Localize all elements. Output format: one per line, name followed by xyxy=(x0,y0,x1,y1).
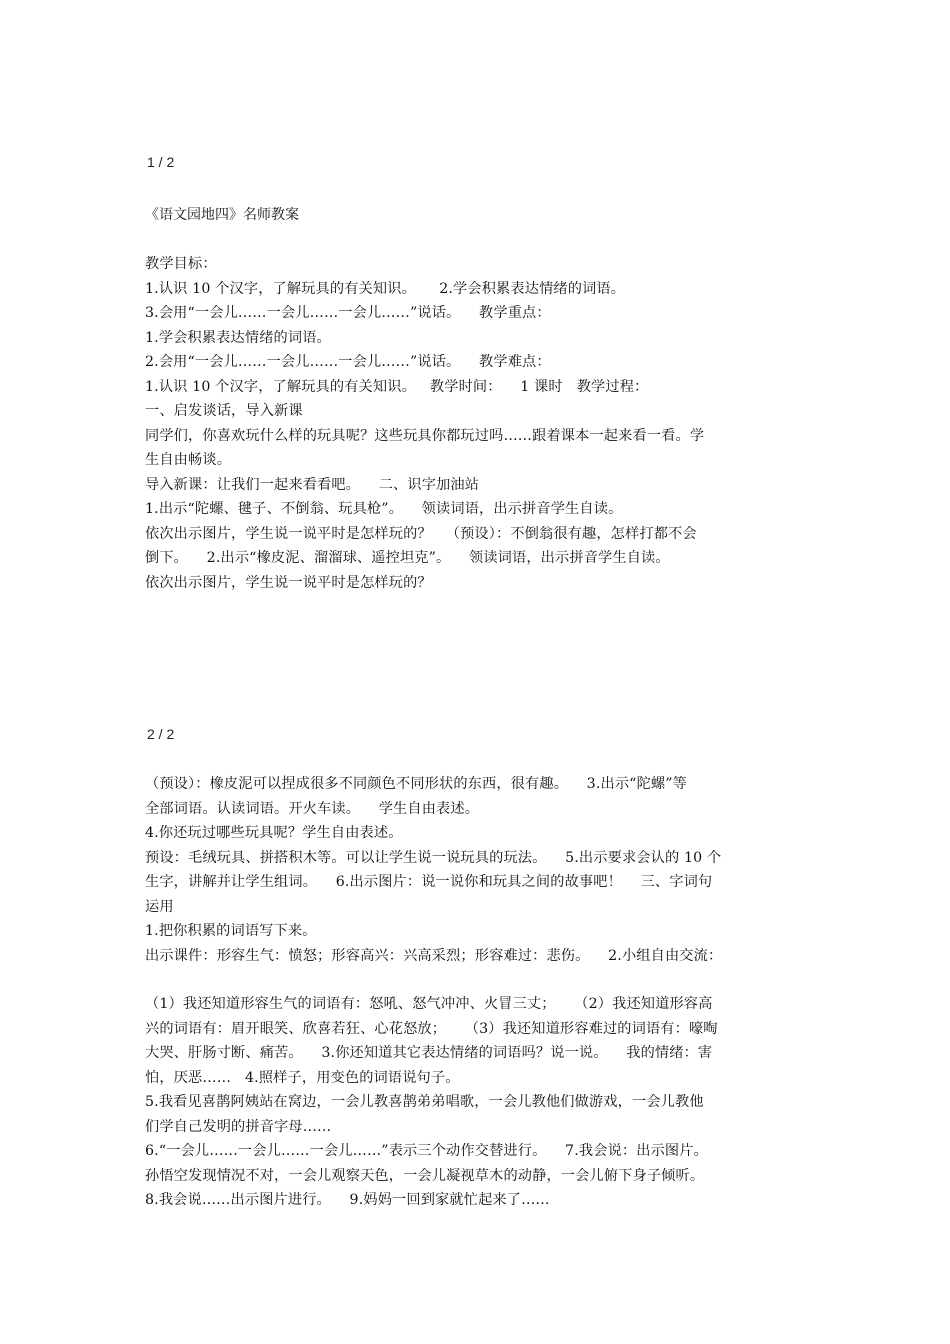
text-line: 倒下。 2.出示“橡皮泥、溜溜球、遥控坦克”。 领读词语，出示拼音学生自读。 xyxy=(145,550,670,566)
document-title: 《语文园地四》名师教案 xyxy=(145,207,299,223)
page-1-body xyxy=(145,252,825,595)
page-2-body xyxy=(145,772,825,1213)
page-number-2: 2 / 2 xyxy=(147,726,175,742)
text-line: （预设）：橡皮泥可以捏成很多不同颜色不同形状的东西，很有趣。 3.出示“陀螺”等 xyxy=(145,776,687,792)
text-line: 大哭、肝肠寸断、痛苦。 3.你还知道其它表达情绪的词语吗？说一说。 我的情绪：害 xyxy=(145,1045,713,1061)
text-line: 依次出示图片，学生说一说平时是怎样玩的？ xyxy=(145,574,432,591)
text-line: 1.认识 10 个汉字，了解玩具的有关知识。 教学时间： 1 课时 教学过程： xyxy=(145,378,649,395)
page-number-1: 1 / 2 xyxy=(147,154,175,170)
text-line: 3.会用“一会儿……一会儿……一会儿……”说话。 教学重点： xyxy=(145,305,551,321)
text-line: 生自由畅谈。 xyxy=(145,452,232,468)
text-line: （1）我还知道形容生气的词语有：怒吼、怒气冲冲、火冒三丈； （2）我还知道形容高 xyxy=(145,996,713,1012)
text-line: 4.你还玩过哪些玩具呢？学生自由表述。 xyxy=(145,825,403,841)
text-line: 出示课件：形容生气：愤怒；形容高兴：兴高采烈；形容难过：悲伤。 2.小组自由交流： xyxy=(145,947,723,964)
text-line: 1.认识 10 个汉字，了解玩具的有关知识。 2.学会积累表达情绪的词语。 xyxy=(145,280,626,297)
text-line: 们学自己发明的拼音字母…… xyxy=(145,1118,332,1135)
text-line: 8.我会说……出示图片进行。 9.妈妈一回到家就忙起来了…… xyxy=(145,1192,550,1208)
text-line: 运用 xyxy=(145,898,174,915)
text-line: 6.“一会儿……一会儿……一会儿……”表示三个动作交替进行。 7.我会说：出示图片。 xyxy=(145,1143,708,1159)
text-line: 孙悟空发现情况不对，一会儿观察天色，一会儿凝视草木的动静，一会儿俯下身子倾听。 xyxy=(145,1167,705,1184)
text-line: 导入新课：让我们一起来看看吧。 二、识字加油站 xyxy=(145,476,480,493)
text-line: 1.学会积累表达情绪的词语。 xyxy=(145,329,331,346)
text-line: 全部词语。认读词语。开火车读。 学生自由表述。 xyxy=(145,800,480,817)
text-line: 生字，讲解并让学生组词。 6.出示图片：说一说你和玩具之间的故事吧！ 三、字词句 xyxy=(145,874,713,890)
text-line: 同学们，你喜欢玩什么样的玩具呢？这些玩具你都玩过吗……跟着课本一起来看一看。学 xyxy=(145,427,705,444)
text-line: 兴的词语有：眉开眼笑、欣喜若狂、心花怒放； （3）我还知道形容难过的词语有：嚎啕 xyxy=(145,1020,718,1037)
text-line: 教学目标： xyxy=(145,256,217,272)
text-line: 一、启发谈话，导入新课 xyxy=(145,403,303,419)
text-line: 1.把你积累的词语写下来。 xyxy=(145,923,317,939)
text-line xyxy=(145,968,825,992)
text-line: 2.会用“一会儿……一会儿……一会儿……”说话。 教学难点： xyxy=(145,354,551,370)
text-line: 怕，厌恶…… 4.照样子，用变色的词语说句子。 xyxy=(145,1069,460,1086)
text-line: 1.出示“陀螺、毽子、不倒翁、玩具枪”。 领读词语，出示拼音学生自读。 xyxy=(145,501,623,517)
text-line: 5.我看见喜鹊阿姨站在窝边，一会儿教喜鹊弟弟唱歌，一会儿教他们做游戏，一会儿教他 xyxy=(145,1094,704,1110)
text-line: 依次出示图片，学生说一说平时是怎样玩的？ （预设）：不倒翁很有趣，怎样打都不会 xyxy=(145,525,697,542)
text-line: 预设：毛绒玩具、拼搭积木等。可以让学生说一说玩具的玩法。 5.出示要求会认的 10 个 xyxy=(145,849,722,866)
